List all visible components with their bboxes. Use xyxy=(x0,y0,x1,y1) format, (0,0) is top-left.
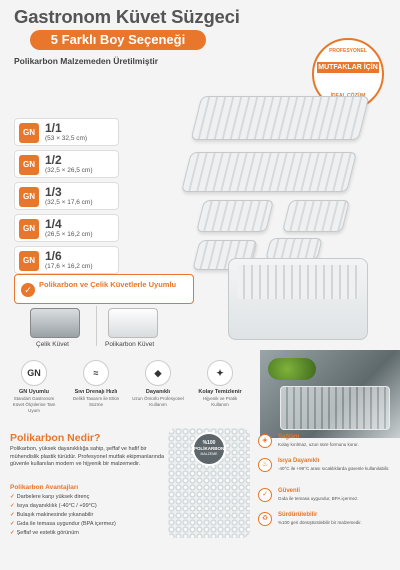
water-drop-icon: ≈ xyxy=(83,360,109,386)
feature-desc: Delikli Tasarım ile Etkin Süzme xyxy=(72,396,120,407)
size-row xyxy=(14,246,119,274)
tray-1-1-image xyxy=(191,96,370,140)
feature-gn xyxy=(8,360,60,414)
badge-top-text: PROFESYONEL xyxy=(329,48,367,54)
property-title: Güvenli xyxy=(278,488,301,494)
shield-check-icon: ✓ xyxy=(258,488,272,502)
gn-icon: GN xyxy=(19,187,39,207)
recycle-icon: ♻ xyxy=(258,512,272,526)
material-name: POLİKARBON xyxy=(194,446,225,451)
size-row xyxy=(14,150,119,178)
shield-icon: ◆ xyxy=(145,360,171,386)
property-desc: %100 geri dönüştürülebilir bir malzemedir. xyxy=(278,520,362,525)
property-title: Sürdürülebilir xyxy=(278,512,318,518)
property-desc: Gıda ile temasa uygundur, BPA içermez. xyxy=(278,496,359,501)
feature-drainage xyxy=(70,360,122,408)
advantages-heading: Polikarbon Avantajları xyxy=(10,484,79,491)
feature-desc: Uzun Ömürlü Profesyonel Kullanım xyxy=(132,396,184,407)
polycarbonate-paragraph: Polikarbon, yüksek dayanıklılığa sahip, şeffaf ve hafif bir mühendislik plastik türüdür. Profesyonel mutfak ekipmanlarında güvenle kullanılan modern ve hijyenik bir malzemedir. xyxy=(10,446,165,467)
check-icon: ✓ xyxy=(10,503,15,509)
check-icon: ✓ xyxy=(10,521,15,527)
poly-pan-image xyxy=(108,308,158,338)
size-row xyxy=(14,182,119,210)
size-fraction: 1/2 xyxy=(45,153,62,167)
page-title: Gastronom Küvet Süzgeci xyxy=(14,6,240,27)
size-dimensions: (17,6 × 16,2 cm) xyxy=(45,263,93,270)
diamond-icon: ◈ xyxy=(258,434,272,448)
property-title: Isıya Dayanıklı xyxy=(278,458,320,464)
feature-title: Sıvı Drenajı Hızlı xyxy=(74,389,118,395)
gn-icon: GN xyxy=(19,251,39,271)
size-fraction: 1/3 xyxy=(45,185,62,199)
polycarbonate-heading: Polikarbon Nedir? xyxy=(10,432,101,444)
list-item: ✓ Şeffaf ve estetik görünüm xyxy=(10,530,79,536)
tray-1-4-image xyxy=(282,200,350,232)
material-label: MALZEME xyxy=(200,452,218,456)
pan-divider xyxy=(96,306,97,346)
list-item: ✓ Isıya dayanıklılık (-40°C / +99°C) xyxy=(10,503,97,509)
compatibility-text: Polikarbon ve Çelik Küvetlerle Uyumlu xyxy=(39,280,177,289)
check-icon: ✓ xyxy=(10,512,15,518)
size-row xyxy=(14,118,119,146)
gn-icon: GN xyxy=(19,219,39,239)
heat-icon: ♨ xyxy=(258,458,272,472)
size-dimensions: (53 × 32,5 cm) xyxy=(45,135,88,142)
steel-pan-label: Çelik Küvet xyxy=(36,341,69,348)
poly-pan-label: Polikarbon Küvet xyxy=(105,341,155,348)
size-fraction: 1/6 xyxy=(45,249,62,263)
size-dimensions: (26,5 × 16,2 cm) xyxy=(45,231,93,238)
material-badge xyxy=(192,432,226,466)
feature-title: Kolay Temizlenir xyxy=(198,389,242,395)
property-desc: -40°C ile +99°C arası sıcaklıklarda güvenle kullanılabilir. xyxy=(278,466,390,471)
check-icon: ✓ xyxy=(10,530,15,536)
check-icon: ✓ xyxy=(10,494,15,500)
size-row xyxy=(14,214,119,242)
list-item: ✓ Gıda ile temasa uygundur (BPA içermez) xyxy=(10,521,116,527)
size-fraction: 1/4 xyxy=(45,217,62,231)
size-dimensions: (32,5 × 26,5 cm) xyxy=(45,167,93,174)
advantages-list xyxy=(10,493,116,538)
material-caption: Polikarbon Malzemeden Üretilmiştir xyxy=(14,56,159,66)
feature-easy-clean xyxy=(194,360,246,408)
property-desc: Kolay kırılmaz, uzun süre formunu korur. xyxy=(278,442,359,447)
check-icon: ✓ xyxy=(21,283,35,297)
subtitle-pill: 5 Farklı Boy Seçeneği xyxy=(30,30,206,50)
tray-1-6-image-b xyxy=(265,238,322,260)
size-dimensions: (32,5 × 17,6 cm) xyxy=(45,199,93,206)
deep-pan-with-strainer-image xyxy=(228,258,368,340)
gn-icon: GN xyxy=(19,123,39,143)
material-percent: %100 xyxy=(202,440,216,446)
tray-1-2-image xyxy=(181,152,357,192)
tray-1-3-image xyxy=(196,200,274,232)
list-item: ✓ Darbelere karşı yüksek direnç xyxy=(10,494,90,500)
gn-badge-icon: GN xyxy=(21,360,47,386)
feature-desc: Hijyenik ve Pratik Kullanım xyxy=(202,396,238,407)
feature-durable xyxy=(132,360,184,408)
property-title: Sağlam xyxy=(278,434,300,440)
compatibility-note xyxy=(14,274,194,304)
feature-title: GN Uyumlu xyxy=(19,389,49,395)
badge-middle-text: MUTFAKLAR İÇİN xyxy=(318,64,378,71)
feature-desc: Standart Gastronom Küvet Ölçülerine Tam Uyum xyxy=(12,396,56,413)
steel-pan-image xyxy=(30,308,80,338)
feature-title: Dayanıklı xyxy=(145,389,171,395)
kitchen-photo xyxy=(260,350,400,438)
list-item: ✓ Bulaşık makinesinde yıkanabilir xyxy=(10,512,94,518)
sparkle-icon: ✦ xyxy=(207,360,233,386)
gn-icon: GN xyxy=(19,155,39,175)
size-fraction: 1/1 xyxy=(45,121,62,135)
